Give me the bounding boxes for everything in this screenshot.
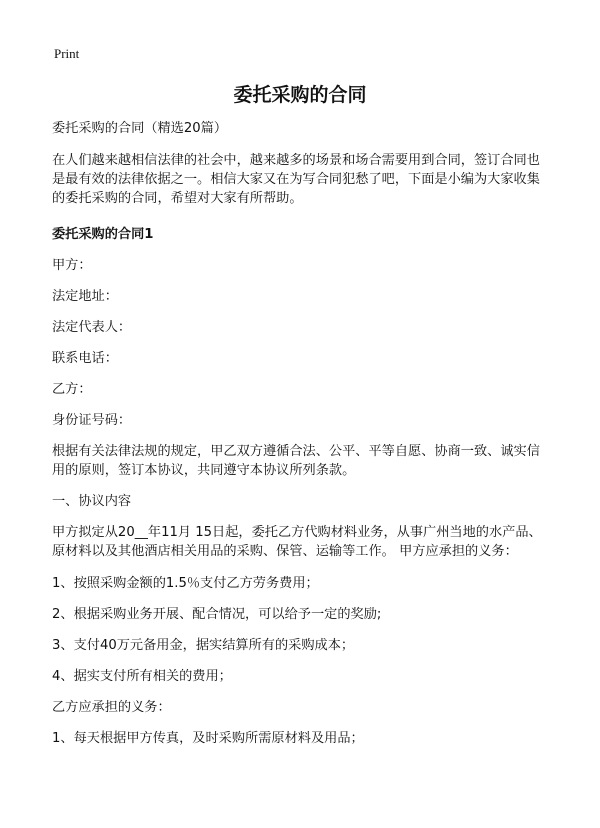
principle-paragraph: 根据有关法律法规的规定，甲乙双方遵循合法、公平、平等自愿、协商一致、诚实信用的原则，签订本协议，共同遵守本协议所列条款。 bbox=[52, 444, 540, 478]
field-legal-address: 法定地址： bbox=[52, 289, 118, 304]
field-phone: 联系电话： bbox=[52, 351, 118, 366]
clause-heading: 一、协议内容 bbox=[52, 494, 132, 509]
party-a-duty-item: 1、按照采购金额的1.5％支付乙方劳务费用； bbox=[52, 576, 319, 591]
print-link[interactable]: Print bbox=[54, 46, 80, 61]
field-party-a: 甲方： bbox=[52, 258, 92, 273]
field-id-number: 身份证号码： bbox=[52, 413, 132, 428]
party-a-duty-item: 3、支付40万元备用金，据实结算所有的采购成本； bbox=[52, 638, 355, 653]
intro-paragraph: 在人们越来越相信法律的社会中，越来越多的场景和场合需要用到合同，签订合同也是最有效的法律依据之一。相信大家又在为写合同犯愁了吧，下面是小编为大家收集的委托采购的合同，希望对大家有所帮助。 bbox=[52, 153, 540, 206]
field-legal-representative: 法定代表人： bbox=[52, 320, 132, 335]
party-b-duty-item: 1、每天根据甲方传真，及时采购所需原材料及用品； bbox=[52, 731, 364, 746]
party-a-duty-item: 2、根据采购业务开展、配合情况，可以给予一定的奖励; bbox=[52, 607, 382, 622]
page-title: 委托采购的合同 bbox=[233, 84, 367, 106]
clause-paragraph: 甲方拟定从20__年11月 15日起，委托乙方代购材料业务，从事广州当地的水产品、原材料以及其他酒店相关用品的采购、保管、运输等工作。 甲方应承担的义务： bbox=[52, 525, 542, 559]
section-heading: 委托采购的合同1 bbox=[52, 227, 154, 242]
party-b-duties-heading: 乙方应承担的义务： bbox=[52, 700, 171, 715]
party-a-duty-item: 4、据实支付所有相关的费用； bbox=[52, 669, 232, 684]
document-subtitle: 委托采购的合同（精选20篇） bbox=[52, 121, 228, 136]
field-party-b: 乙方： bbox=[52, 382, 92, 397]
document-body bbox=[52, 119, 552, 748]
